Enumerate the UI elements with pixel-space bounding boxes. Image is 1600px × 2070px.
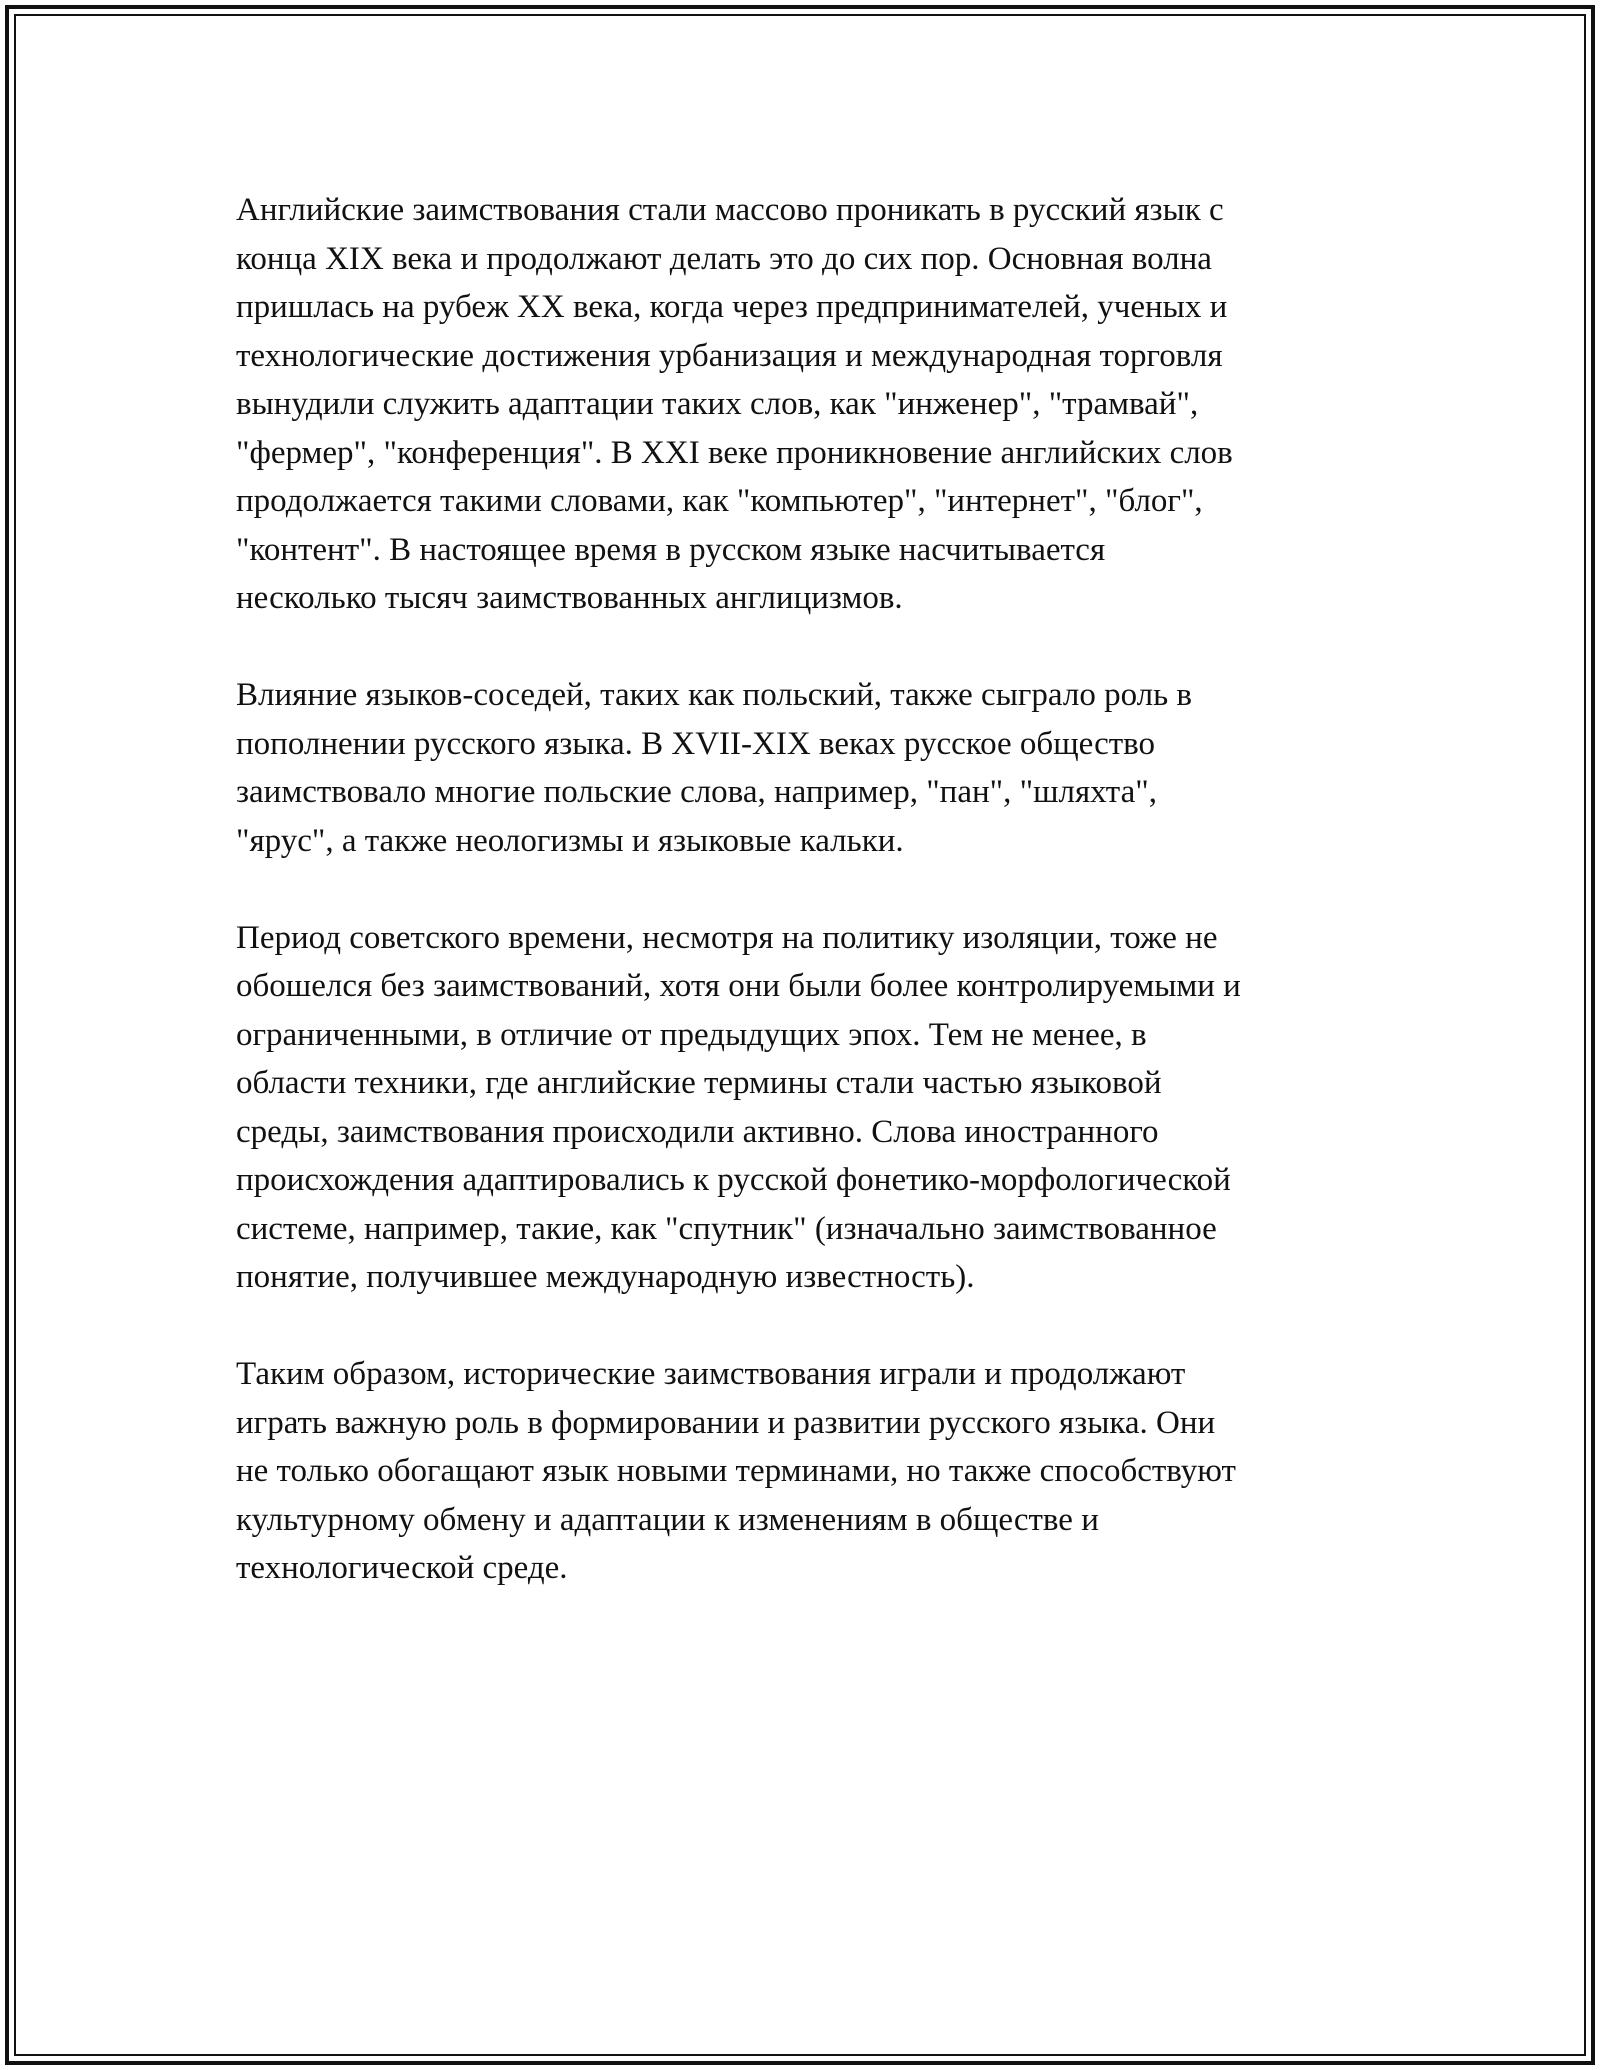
text-line: заимствовало многие польские слова, например, "пан", "шляхта", [236,774,1158,810]
text-line: культурному обмену и адаптации к изменениям в обществе и [236,1501,1099,1538]
text-line: Таким образом, исторические заимствования играли и продолжают [236,1356,1186,1392]
text-line: среды, заимствования происходили активно. Слова иностранного [236,1113,1159,1150]
text-line: происхождения адаптировались к русской фонетико-морфологической [236,1162,1231,1198]
text-line: технологической среде. [236,1550,568,1586]
document-body [236,186,1386,1641]
text-line: "ярус", а также неологизмы и языковые кальки. [236,822,904,859]
text-line: системе, например, такие, как "спутник" (изначально заимствованное [236,1210,1217,1247]
text-line: Влияние языков-соседей, таких как польский, также сыграло роль в [236,677,1192,713]
text-line: вынудили служить адаптации таких слов, как "инженер", "трамвай", [236,386,1199,422]
text-line: конца XIX века и продолжают делать это до сих пор. Основная волна [236,240,1212,277]
paragraph-english-borrowings [236,186,1386,623]
text-line: несколько тысяч заимствованных англицизмов. [236,580,903,616]
text-line: понятие, получившее международную известность). [236,1259,975,1295]
text-line: продолжается такими словами, как "компьютер", "интернет", "блог", [236,483,1203,519]
text-line: Английские заимствования стали массово проникать в русский язык с [236,192,1224,228]
text-line: ограниченными, в отличие от предыдущих эпох. Тем не менее, в [236,1016,1147,1053]
text-line: пополнении русского языка. В XVII-XIX веках русское общество [236,725,1156,762]
text-line: области техники, где английские термины стали частью языковой [236,1065,1162,1101]
paragraph-neighbor-languages [236,671,1386,865]
paragraph-conclusion [236,1350,1386,1593]
text-line: технологические достижения урбанизация и международная торговля [236,337,1223,374]
paragraph-soviet-period [236,914,1386,1302]
text-line: пришлась на рубеж XX века, когда через предпринимателей, ученых и [236,289,1228,325]
text-line: обошелся без заимствований, хотя они были более контролируемыми и [236,968,1241,1004]
text-line: "фермер", "конференция". В XXI веке проникновение английских слов [236,434,1233,471]
text-line: "контент". В настоящее время в русском языке насчитывается [236,531,1106,568]
text-line: не только обогащают язык новыми терминами, но также способствуют [236,1453,1236,1489]
text-line: играть важную роль в формировании и развитии русского языка. Они [236,1404,1216,1441]
text-line: Период советского времени, несмотря на политику изоляции, тоже не [236,919,1218,956]
